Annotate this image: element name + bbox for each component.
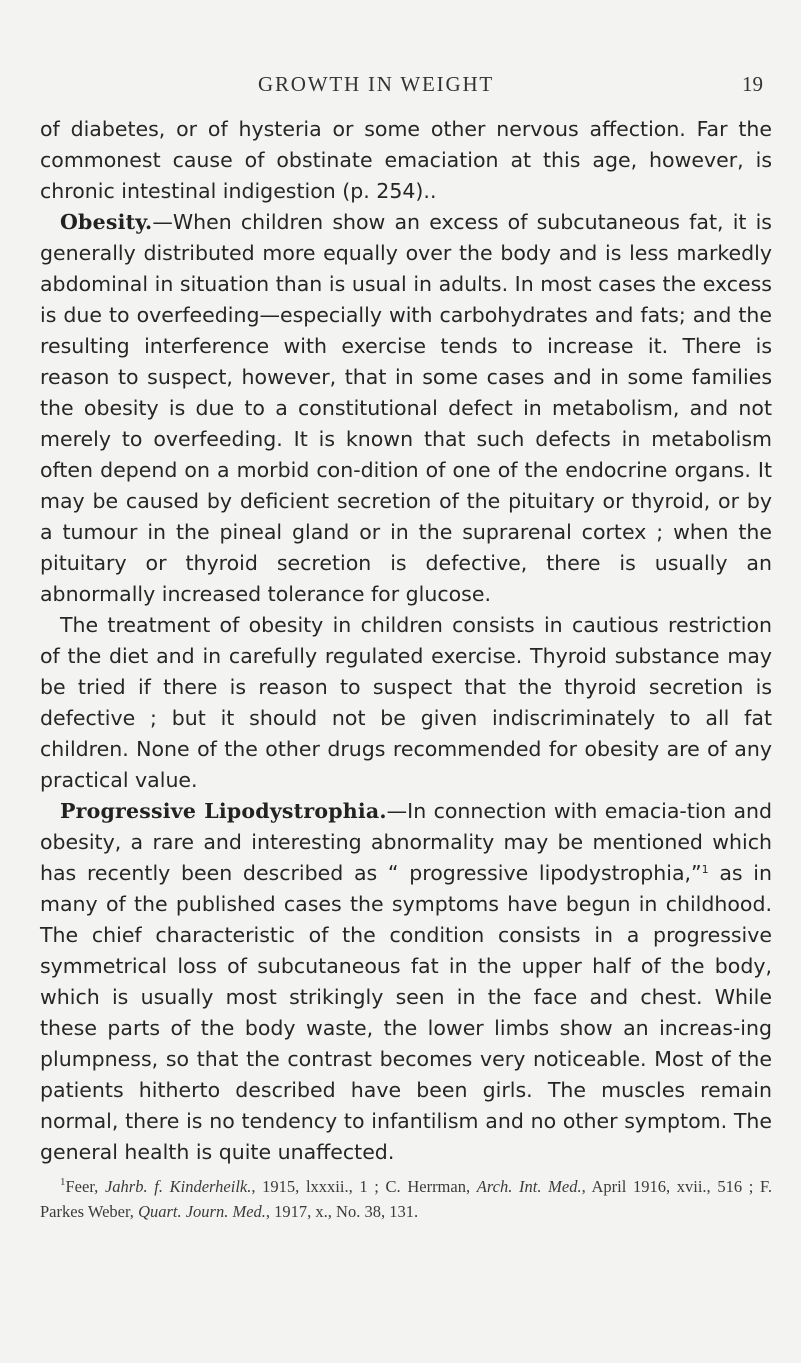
lipodystrophia-paragraph	[40, 796, 772, 1168]
footnote-journal: Quart. Journ. Med.	[138, 1202, 266, 1221]
lipodystrophia-text-before-note: —In connection with emacia-tion and obesity, a rare and interesting abnormality may be mentioned which has recently been described as “ progressive lipodystrophia,”	[40, 799, 773, 885]
obesity-treatment-paragraph	[40, 610, 772, 796]
footnote-journal: Arch. Int. Med.	[476, 1177, 582, 1196]
obesity-text: —When children show an excess of subcutaneous fat, it is generally distributed more equally over the body and is less markedly abdominal in situation than is usual in adults. In most cases the excess is due to overfeeding—especially with carbohydrates and fats; and the resulting interference with exercise tends to increase it. There is reason to suspect, however, that in some cases and in some families the obesity is due to a constitutional defect in metabolism, and not merely to overfeeding. It is known that such defects in metabolism often depend on a morbid con-dition of one of the endocrine organs. It may be caused by deficient secretion of the pituitary or thyroid, or by a tumour in the pineal gland or in the suprarenal cortex ; when the pituitary or thyroid secretion is defective, there is usually an abnormally increased tolerance for glucose.	[40, 210, 772, 606]
paragraph-text: of diabetes, or of hysteria or some other nervous affection. Far the commonest cause of obstinate emaciation at this age, however, is chronic intestinal indigestion (p. 254)..	[40, 117, 772, 203]
paragraph-continuation	[40, 114, 772, 207]
footnote-detail: , April 1916, xvii., 516 ; F. Parkes Weber,	[40, 1177, 773, 1221]
obesity-heading: Obesity.	[60, 210, 153, 234]
footnote-detail: , 1915, lxxxii., 1 ; C. Herrman,	[251, 1177, 471, 1196]
footnote-detail: , 1917, x., No. 38, 131.	[265, 1202, 419, 1221]
lipodystrophia-text-after-note: as in many of the published cases the symptoms have begun in childhood. The chief characteristic of the condition consists in a progressive symmetrical loss of subcutaneous fat in the upper half of the body, which is usually most strikingly seen in the face and chest. While these parts of the body waste, the lower limbs show an increas-ing plumpness, so that the contrast becomes very noticeable. Most of the patients hitherto described have been girls. The muscles remain normal, there is no tendency to infantilism and no other symptom. The general health is quite unaffected.	[40, 861, 772, 1164]
page-number: 19	[742, 72, 763, 96]
page-body	[40, 114, 772, 1224]
footnote-reference: 1	[701, 863, 709, 876]
footnote-marker: 1	[60, 1176, 66, 1188]
obesity-paragraph	[40, 207, 772, 610]
lipodystrophia-heading: Progressive Lipodystrophia.	[60, 799, 387, 823]
running-title: GROWTH IN WEIGHT	[258, 72, 495, 96]
footnote-journal: Jahrb. f. Kinderheilk.	[104, 1177, 252, 1196]
footnote-author: Feer,	[65, 1177, 99, 1196]
footnote	[40, 1174, 772, 1224]
obesity-treatment-text: The treatment of obesity in children consists in cautious restriction of the diet and in carefully regulated exercise. Thyroid substance may be tried if there is reason to suspect that the thyroid secretion is defective ; but it should not be given indiscriminately to all fat children. None of the other drugs recommended for obesity are of any practical value.	[40, 613, 772, 792]
running-head	[0, 72, 801, 100]
